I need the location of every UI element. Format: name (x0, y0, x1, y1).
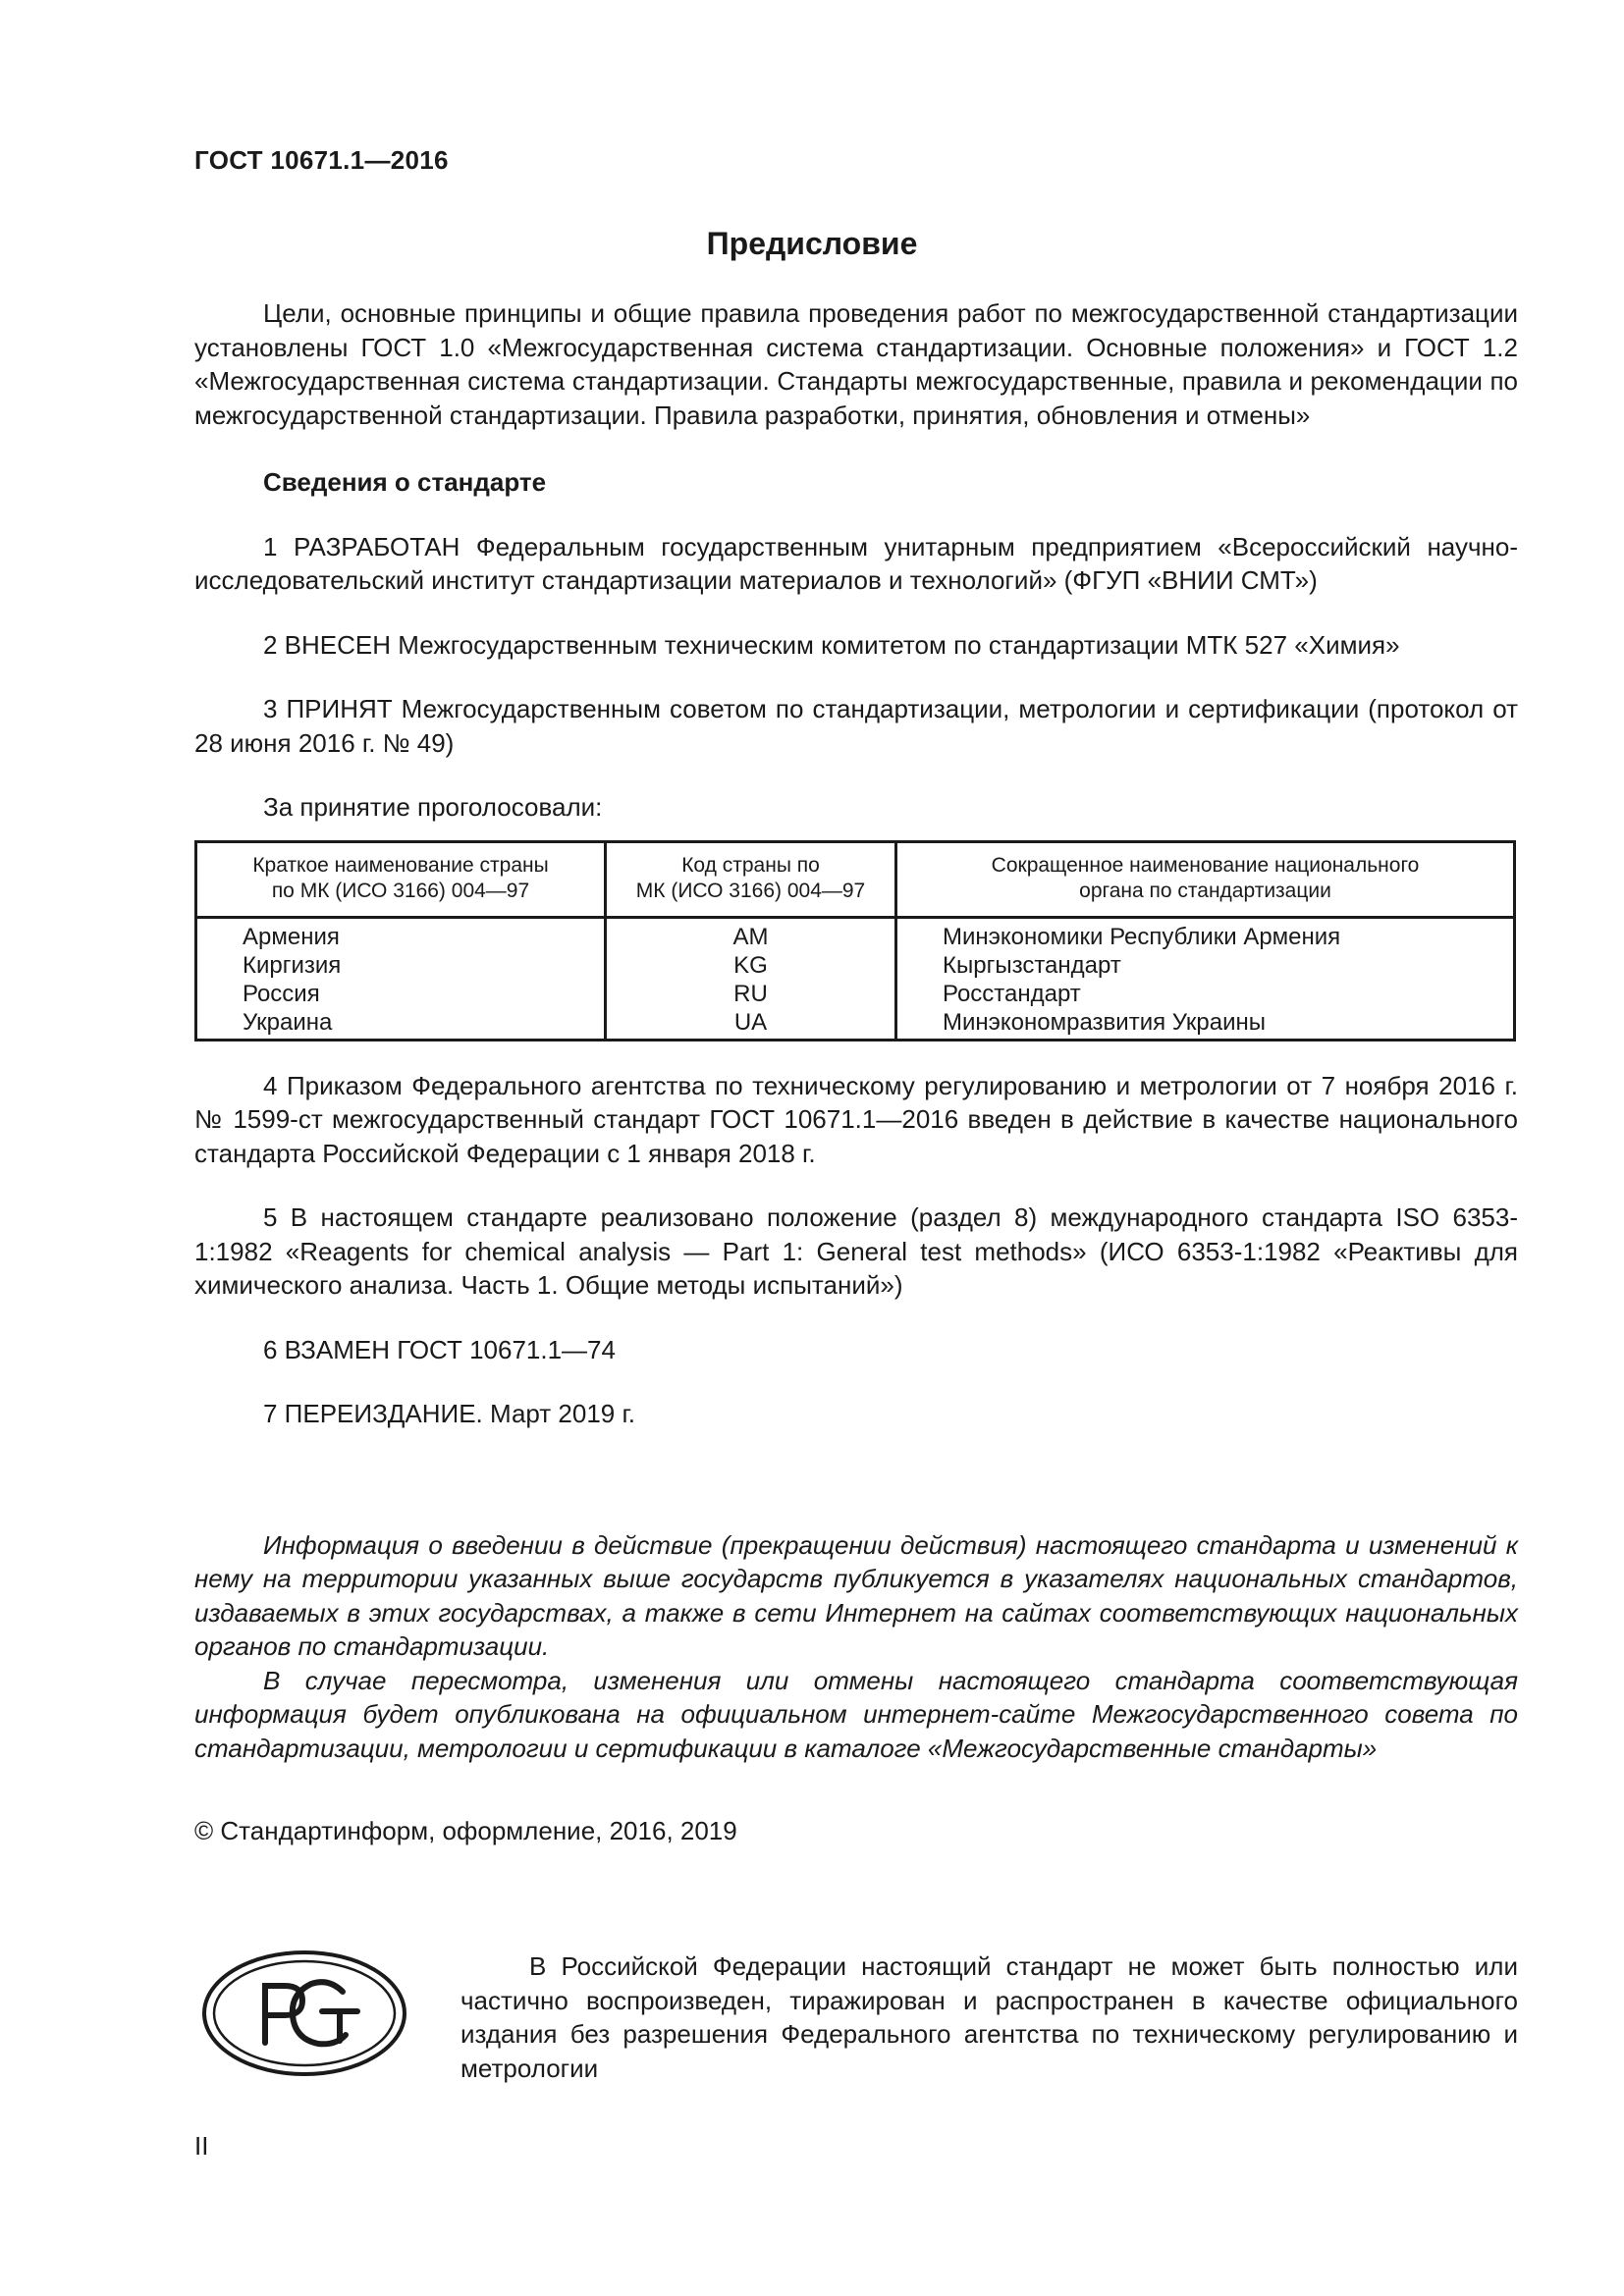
table-cell-body: Росстандарт (943, 980, 1081, 1007)
document-header-id: ГОСТ 10671.1—2016 (194, 145, 449, 175)
item-6: 6 ВЗАМЕН ГОСТ 10671.1—74 (263, 1334, 616, 1364)
item-2: 2 ВНЕСЕН Межгосударственным техническим комитетом по стандартизации МТК 527 «Химия» (263, 629, 1400, 660)
page-number: II (194, 2131, 209, 2161)
item-4: 4 Приказом Федерального агентства по техническому регулированию и метрологии от 7 ноября 2016 г. № 1599-ст межгосударственный стандарт ГОСТ 10671.1—2016 введен в действие в качестве национального стандарта Российской Федерации с 1 января 2018 г. (194, 1070, 1518, 1168)
table-cell-body: Минэкономики Республики Армения (943, 923, 1341, 950)
item-7: 7 ПЕРЕИЗДАНИЕ. Март 2019 г. (263, 1399, 636, 1428)
table-cell-country: Украина (243, 1008, 333, 1036)
item-3: 3 ПРИНЯТ Межгосударственным советом по стандартизации, метрологии и сертификации (протокол от 28 июня 2016 г. № 49) (194, 694, 1518, 758)
item-5: 5 В настоящем стандарте реализовано положение (раздел 8) международного стандарта ISO 6353-1:1982 «Reagents for chemical analysis — Part 1: General test methods» (ИСО 6353-1:1982 «Реактивы для химического анализа. Часть 1. Общие методы испытаний») (194, 1202, 1518, 1300)
table-cell-code: AM (732, 923, 769, 950)
voting-table (194, 840, 1516, 1041)
content-area (194, 296, 1518, 1848)
table-cell-code: KG (733, 951, 768, 979)
code-cell (606, 917, 896, 1040)
table-cell-country: Россия (243, 980, 320, 1007)
table-header-code: Код страны по МК (ИСО 3166) 004—97 (606, 841, 896, 917)
rst-certification-logo (200, 1949, 408, 2078)
subheading: Сведения о стандарте (263, 467, 547, 497)
table-header-country: Краткое наименование страны по МК (ИСО 3166) 004—97 (196, 841, 606, 917)
table-cell-country: Армения (243, 923, 340, 950)
copyright-line: © Стандартинформ, оформление, 2016, 2019 (194, 1816, 737, 1845)
item-1: 1 РАЗРАБОТАН Федеральным государственным унитарным предприятием «Всероссийский научно-исследовательский институт стандартизации материалов и технологий» (ФГУП «ВНИИ СМТ») (194, 531, 1518, 595)
table-cell-country: Киргизия (243, 951, 342, 979)
info-paragraph-2: В случае пересмотра, изменения или отмены настоящего стандарта соответствующая информация будет опубликована на официальном интернет-сайте Межгосударственного совета по стандартизации, метрологии и сертификации в каталоге «Межгосударственные стандарты» (194, 1665, 1518, 1763)
table-cell-body: Минэкономразвития Украины (943, 1008, 1267, 1036)
table-header-body: Сокращенное наименование национального органа по стандартизации (896, 841, 1515, 917)
voted-label: За принятие проголосовали: (263, 792, 603, 822)
page-title: Предисловие (706, 226, 918, 261)
body-cell (896, 917, 1515, 1040)
table-cell-code: UA (733, 1008, 768, 1036)
country-cell (196, 917, 606, 1040)
table-cell-code: RU (733, 980, 768, 1007)
info-paragraph-1: Информация о введении в действие (прекращении действия) настоящего стандарта и изменений к нему на территории указанных выше государств публикуется в указателях национальных стандартов, издаваемых в этих государствах, а также в сети Интернет на сайтах соответствующих национальных органов по стандартизации. (194, 1529, 1518, 1661)
table-cell-body: Кыргызстандарт (943, 951, 1121, 979)
copyright-notice: В Российской Федерации настоящий стандарт не может быть полностью или частично воспроизведен, тиражирован и распространен в качестве официального издания без разрешения Федерального агентства по техническому регулированию и метрологии (460, 1951, 1518, 2083)
table-row (196, 917, 1515, 1040)
table-header-row (196, 841, 1515, 917)
intro-paragraph: Цели, основные принципы и общие правила проведения работ по межгосударственной стандартизации установлены ГОСТ 1.0 «Межгосударственная система стандартизации. Основные положения» и ГОСТ 1.2 «Межгосударственная система стандартизации. Стандарты межгосударственные, правила и рекомендации по межгосударственной стандартизации. Правила разработки, принятия, обновления и отмены» (194, 298, 1518, 430)
